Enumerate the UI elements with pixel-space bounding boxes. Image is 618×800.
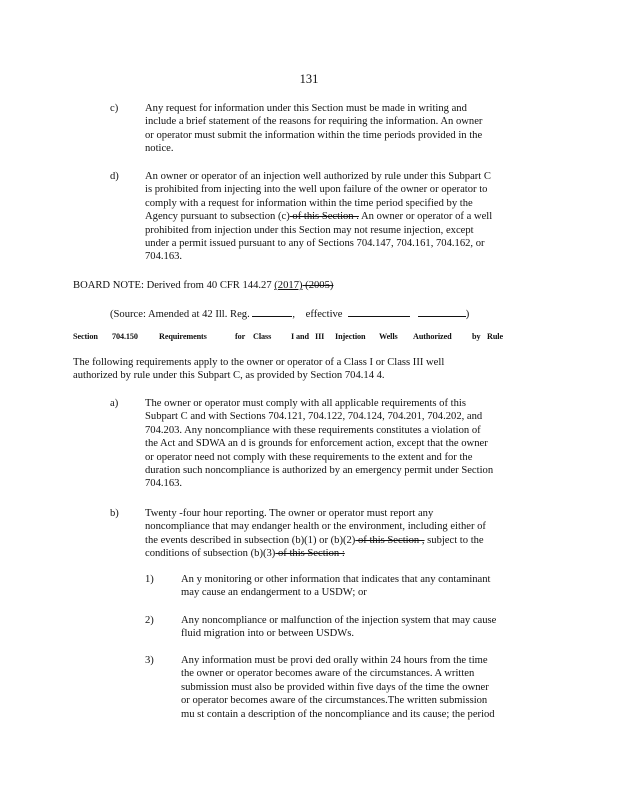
item-d-strikethrough: of this Section . (289, 211, 359, 223)
source-date-blank-1 (348, 306, 410, 317)
sub-2-line-2: fluid migration into or between USDWs. (181, 628, 355, 640)
item-d-line-3: comply with a request for information within the time period specified by the (145, 197, 473, 209)
heading-word-8: Authorized (413, 332, 452, 341)
req-a-line-1: The owner or operator must comply with all applicable requirements of this (145, 398, 466, 409)
sub-1-label: 1) (145, 574, 154, 585)
heading-word-4: I and (291, 332, 309, 341)
req-a-line-2: Subpart C and with Sections 704.121, 704.122, 704.124, 704.201, 704.202, and (145, 411, 483, 423)
sub-2-line-1: Any noncompliance or malfunction of the injection system that may cause (181, 615, 497, 626)
heading-word-7: Wells (379, 332, 398, 341)
source-effective: effective (305, 309, 343, 320)
req-a-line-3: 704.203. Any noncompliance with these requirements constitutes a violation of (145, 424, 481, 436)
item-c-line-3: or operator must submit the information within the time periods provided in the (145, 129, 483, 141)
sub-3-label: 3) (145, 655, 154, 666)
source-close: ) (465, 309, 470, 320)
req-a-line-4: the Act and SDWA an d is grounds for enforcement action, except that the owner (145, 438, 488, 450)
req-b-line-3-post: subject to the (424, 534, 484, 546)
sub-3-line-1: Any information must be provi ded orally within 24 hours from the time (181, 655, 488, 666)
board-note-new-year: (2017) (274, 280, 303, 291)
item-d-line-5: prohibited from injection under this Section may not resume injection, except (145, 224, 474, 236)
heading-word-10: Rule (487, 332, 503, 341)
item-d-line-7: 704.163. (145, 251, 183, 263)
sub-3-line-2: the owner or operator becomes aware of the circumstances. A written (181, 668, 475, 680)
req-a-label: a) (110, 398, 119, 409)
item-c-line-4: notice. (145, 143, 174, 155)
item-d-line-4 (145, 210, 540, 223)
sub-1-paragraph (181, 573, 541, 600)
intro-line-1: The following requirements apply to the owner or operator of a Class I or Class III well (73, 357, 445, 368)
board-note-text: BOARD NOTE: Derived from 40 CFR 144.27 (73, 280, 275, 291)
intro-line-2: authorized by rule under this Subpart C, as provided by Section 704.14 4. (73, 370, 385, 382)
item-d-label: d) (110, 171, 119, 182)
req-b-paragraph (145, 507, 540, 561)
item-c-label: c) (110, 103, 119, 114)
item-d-line-1: An owner or operator of an injection well authorized by rule under this Subpart C (145, 171, 491, 182)
sub-3-line-4: or operator becomes aware of the circumstances.The written submission (181, 695, 488, 707)
item-c-line-1: Any request for information under this Section must be made in writing and (145, 103, 467, 114)
sub-3-line-3: submission must also be provided within five days of the time the owner (181, 681, 489, 693)
page-number: 131 (299, 72, 319, 86)
heading-word-1: Requirements (159, 332, 207, 341)
heading-word-6: Injection (335, 332, 366, 341)
intro-paragraph (73, 356, 543, 383)
req-a-line-6: duration such noncompliance is authorized by an emergency permit under Section (145, 465, 494, 477)
sub-2-label: 2) (145, 615, 154, 626)
source-comma: , (292, 309, 296, 320)
req-a-line-7: 704.163. (145, 478, 183, 490)
item-d-line-2: is prohibited from injecting into the well upon failure of the owner or operator to (145, 184, 488, 196)
req-b-line-4-pre: conditions of subsection (b)(3) (145, 548, 276, 560)
heading-word-9: by (472, 332, 481, 341)
item-d-line-6: under a permit issued pursuant to any of Sections 704.147, 704.161, 704.162, or (145, 238, 485, 250)
item-d-paragraph (145, 170, 540, 264)
heading-word-5: III (315, 332, 325, 341)
req-b-line-2: noncompliance that may endanger health or the environment, including either of (145, 521, 486, 533)
req-b-label: b) (110, 508, 119, 519)
heading-word-2: for (235, 332, 246, 341)
heading-word-3: Class (253, 332, 272, 341)
item-c-paragraph (145, 102, 530, 156)
item-c-line-2: include a brief statement of the reasons for requiring the information. An owner (145, 116, 483, 128)
req-b-line-4 (145, 547, 540, 560)
item-d-line-4-pre: Agency pursuant to subsection (c) (145, 211, 290, 223)
source-date-blank-2 (418, 306, 466, 317)
source-reg-blank (252, 306, 292, 317)
sub-1-line-1: An y monitoring or other information that indicates that any contaminant (181, 574, 491, 585)
req-b-line-3 (145, 534, 540, 547)
sub-3-line-5: mu st contain a description of the noncompliance and its cause; the period (181, 708, 495, 720)
req-b-strikethrough-2: of this Section : (275, 548, 345, 560)
req-b-line-1: Twenty -four hour reporting. The owner or operator must report any (145, 508, 434, 519)
req-b-strikethrough-1: of this Section , (355, 534, 425, 546)
item-d-line-4-post: An owner or operator of a well (358, 211, 493, 223)
req-b-line-3-pre: the events described in subsection (b)(1) or (b)(2) (145, 534, 356, 546)
heading-section: Section (73, 332, 98, 341)
req-a-line-5: or operator need not comply with these requirements to the extent and for the (145, 451, 473, 463)
sub-1-line-2: may cause an endangerment to a USDW; or (181, 587, 367, 599)
req-a-paragraph (145, 397, 540, 491)
board-note-old-year: (2005) (302, 280, 334, 291)
source-note (110, 306, 469, 321)
sub-2-paragraph (181, 614, 541, 641)
heading-number: 704.150 (112, 332, 138, 341)
source-text: (Source: Amended at 42 Ill. Reg. (110, 309, 250, 320)
board-note (73, 279, 333, 292)
sub-3-paragraph (181, 654, 541, 721)
